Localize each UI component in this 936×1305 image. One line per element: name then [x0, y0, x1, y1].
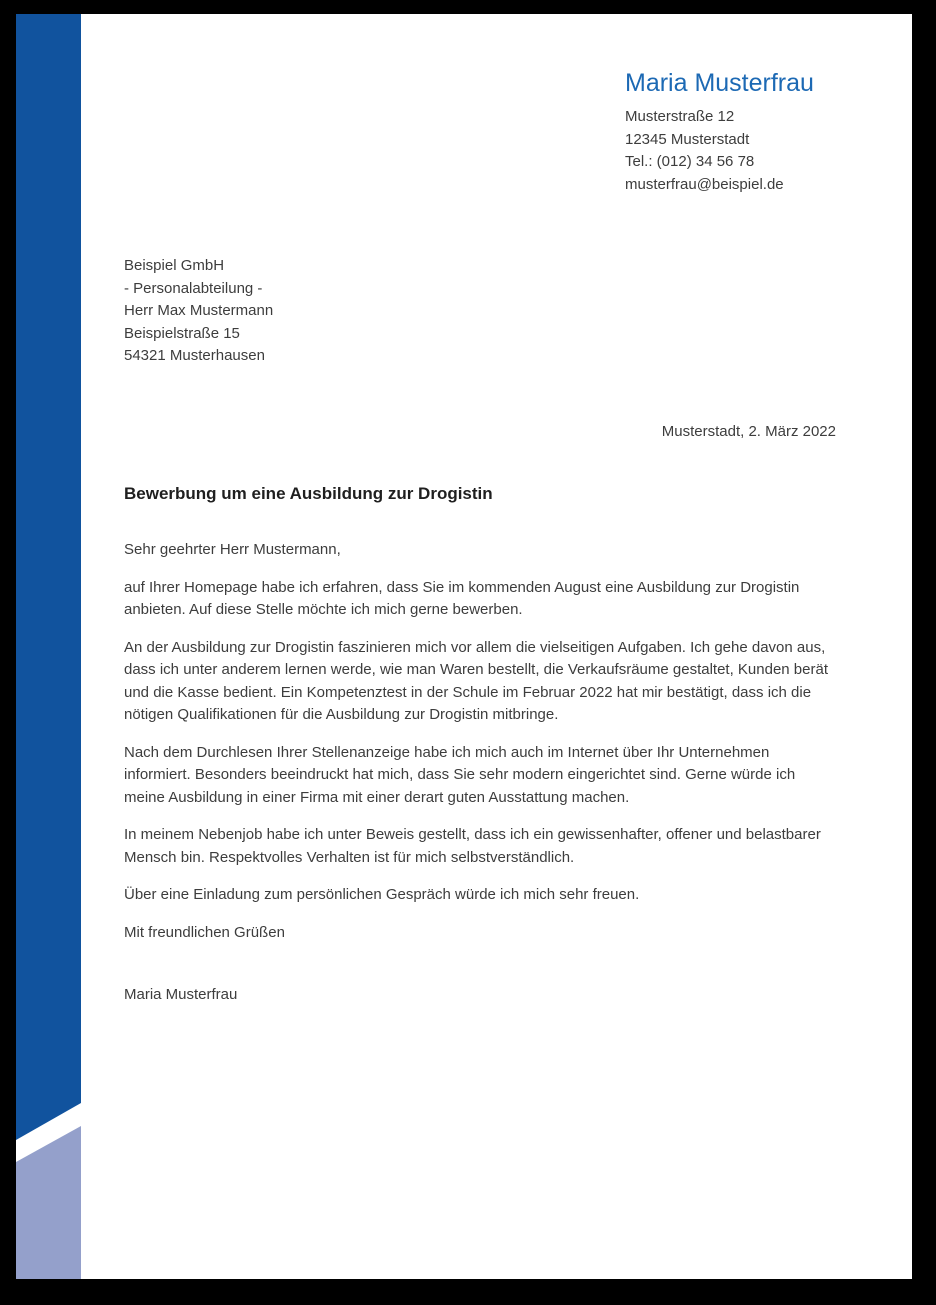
paragraph-company: Nach dem Durchlesen Ihrer Stellenanzeige habe ich mich auch im Internet über Ihr Unternehmen informiert. Besonders beeindruckt hat mich, dass Sie sehr modern eingerichtet sind. Gerne würde ich meine Ausbildung in einer Firma mit einer derart guten Ausstattung machen. [124, 743, 796, 806]
signature-name: Maria Musterfrau [124, 986, 238, 1003]
sender-name: Maria Musterfrau [625, 69, 814, 97]
recipient-contact: Herr Max Mustermann [124, 302, 274, 319]
date-line: Musterstadt, 2. März 2022 [661, 422, 836, 440]
paragraph-qualities: In meinem Nebenjob habe ich unter Beweis gestellt, dass ich ein gewissenhafter, offener und belastbarer Mensch bin. Respektvolles Verhalten ist für mich selbstverständlich. [124, 826, 821, 866]
recipient-department: - Personalabteilung - [124, 279, 263, 297]
recipient-company: Beispiel GmbH [124, 257, 225, 274]
recipient-city: 54321 Musterhausen [124, 347, 265, 364]
recipient-street: Beispielstraße 15 [124, 324, 240, 342]
left-accent-stripe-light [16, 1126, 81, 1279]
sender-city: 12345 Musterstadt [625, 130, 750, 148]
sender-street: Musterstraße 12 [625, 108, 735, 125]
sender-email: musterfrau@beispiel.de [625, 175, 784, 193]
closing: Mit freundlichen Grüßen [124, 923, 285, 941]
paragraph-motivation: An der Ausbildung zur Drogistin faszinieren mich vor allem die vielseitigen Aufgaben. Ich gehe davon aus, dass ich unter anderem lernen werde, wie man Waren bestellt, die Verkaufsräume gestaltet, Kunden berät und die Kasse bedient. Ein Kompetenztest in der Schule im Februar 2022 hat mir bestätigt, dass ich die nötigen Qualifikationen für die Ausbildung zur Drogistin mitbringe. [124, 638, 828, 723]
subject-line: Bewerbung um eine Ausbildung zur Drogistin [124, 484, 493, 503]
sender-phone: Tel.: (012) 34 56 78 [625, 153, 755, 170]
letter-content [124, 14, 836, 1007]
paragraph-intro: auf Ihrer Homepage habe ich erfahren, dass Sie im kommenden August eine Ausbildung zur Drogistin anbieten. Auf diese Stelle möchte ich mich gerne bewerben. [124, 578, 800, 618]
left-accent-stripe-dark [16, 14, 81, 1140]
salutation: Sehr geehrter Herr Mustermann, [124, 541, 341, 558]
sender-block [625, 14, 836, 196]
letter-page [16, 14, 912, 1279]
paragraph-invitation: Über eine Einladung zum persönlichen Gespräch würde ich mich sehr freuen. [124, 886, 640, 903]
recipient-block [124, 255, 836, 368]
